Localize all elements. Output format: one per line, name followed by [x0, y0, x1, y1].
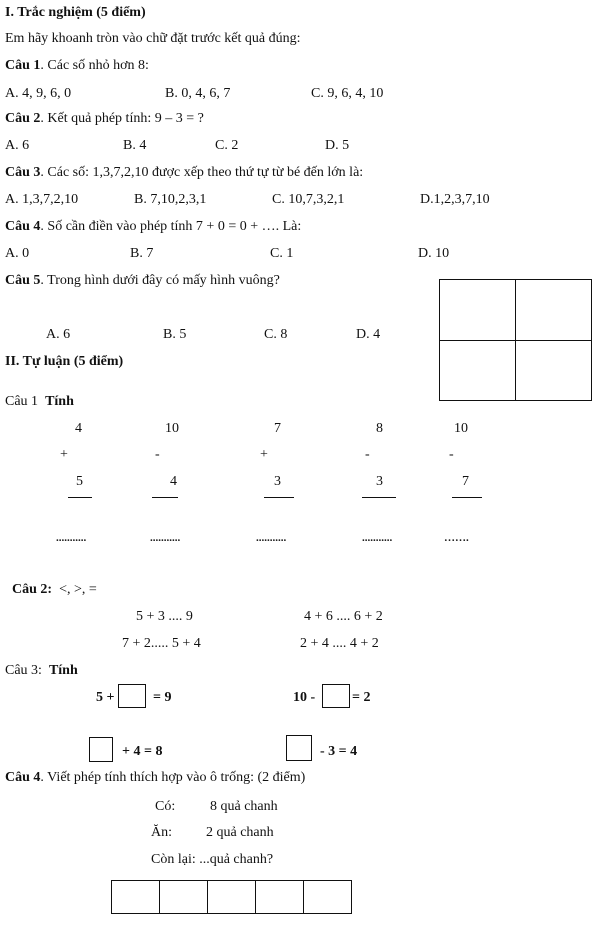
q5-option-b: B. 5: [163, 327, 187, 342]
q4-option-a: A. 0: [5, 246, 30, 261]
q5-option-a: A. 6: [46, 327, 71, 342]
calc-2-bottom: 4: [170, 474, 177, 489]
calc-1-operator: +: [60, 447, 68, 462]
answer-box[interactable]: [303, 880, 352, 914]
q2-option-d: D. 5: [325, 138, 350, 153]
question-text: . Viết phép tính thích hợp vào ô trống: (2 điểm): [40, 770, 306, 785]
q4-option-d: D. 10: [418, 246, 450, 261]
q1-option-b: B. 0, 4, 6, 7: [165, 86, 231, 101]
squares-figure: [439, 279, 592, 401]
q3-option-b: B. 7,10,2,3,1: [134, 192, 207, 207]
question-label: Câu 5: [5, 273, 41, 288]
essay-question-1: [5, 394, 74, 410]
problem-remaining: Còn lại: ...quả chanh?: [151, 852, 274, 867]
q1-option-a: A. 4, 9, 6, 0: [5, 86, 72, 101]
question-label: Câu 2:: [12, 582, 53, 597]
calc-1-top: 4: [75, 421, 82, 436]
question-label: Câu 1: [5, 394, 39, 409]
compare-expr-1[interactable]: 5 + 3 .... 9: [136, 609, 193, 624]
fill-box-1[interactable]: [118, 684, 146, 708]
calc-1-line: [68, 497, 92, 498]
q3-option-a: A. 1,3,7,2,10: [5, 192, 79, 207]
problem-have-label: Có:: [155, 799, 176, 814]
question-2: [5, 111, 204, 127]
q5-option-c: C. 8: [264, 327, 288, 342]
question-3: [5, 165, 363, 181]
answer-boxes-row: [112, 880, 352, 914]
fill-expr-2-right: = 2: [352, 690, 371, 705]
question-1: [5, 58, 149, 74]
compare-expr-4[interactable]: 2 + 4 .... 4 + 2: [300, 636, 379, 651]
calc-1-answer[interactable]: ...........: [56, 532, 87, 544]
answer-box[interactable]: [159, 880, 208, 914]
essay-question-3: [5, 663, 78, 679]
calc-4-line: [362, 497, 396, 498]
problem-have-value: 8 quả chanh: [210, 799, 278, 814]
question-text: . Trong hình dưới đây có mấy hình vuông?: [40, 273, 280, 288]
problem-eat-value: 2 quả chanh: [206, 825, 274, 840]
calc-2-top: 10: [165, 421, 179, 436]
calc-4-bottom: 3: [376, 474, 383, 489]
compare-expr-2[interactable]: 4 + 6 .... 6 + 2: [304, 609, 383, 624]
part2-title: II. Tự luận (5 điểm): [5, 354, 124, 369]
calc-5-answer[interactable]: …….: [444, 532, 469, 544]
part1-title: I. Trắc nghiệm (5 điểm): [5, 5, 146, 20]
fill-expr-4-right: - 3 = 4: [320, 744, 358, 759]
problem-eat-label: Ăn:: [151, 825, 172, 840]
question-label: Câu 3: [5, 165, 41, 180]
fill-expr-2-left: 10 -: [293, 690, 316, 705]
calc-3-answer[interactable]: ...........: [256, 532, 287, 544]
q4-option-c: C. 1: [270, 246, 294, 261]
question-text: . Kết quả phép tính: 9 – 3 = ?: [40, 111, 204, 126]
calc-3-top: 7: [274, 421, 281, 436]
q2-option-a: A. 6: [5, 138, 30, 153]
answer-box[interactable]: [207, 880, 256, 914]
essay-question-4: [5, 770, 305, 786]
fill-expr-3-right: + 4 = 8: [122, 744, 163, 759]
calc-2-answer[interactable]: ...........: [150, 532, 181, 544]
q4-option-b: B. 7: [130, 246, 154, 261]
part1-instruction: Em hãy khoanh tròn vào chữ đặt trước kết quả đúng:: [5, 31, 301, 46]
question-text: . Các số nhỏ hơn 8:: [40, 58, 149, 73]
q2-option-b: B. 4: [123, 138, 147, 153]
fill-box-4[interactable]: [286, 735, 312, 761]
comparison-symbols: <, >, =: [59, 582, 97, 597]
question-label: Câu 4: [5, 219, 41, 234]
calc-2-line: [152, 497, 178, 498]
question-text: . Số cần điền vào phép tính 7 + 0 = 0 + …. Là:: [40, 219, 302, 234]
q3-option-c: C. 10,7,3,2,1: [272, 192, 345, 207]
fill-box-2[interactable]: [322, 684, 350, 708]
calc-1-bottom: 5: [76, 474, 83, 489]
question-text: . Các số: 1,3,7,2,10 được xếp theo thứ tự từ bé đến lớn là:: [40, 165, 364, 180]
fill-expr-1-right: = 9: [153, 690, 172, 705]
answer-box[interactable]: [111, 880, 160, 914]
calc-3-line: [264, 497, 294, 498]
question-instruction: Tính: [48, 663, 78, 678]
figure-horizontal-line: [440, 340, 591, 341]
question-label: Câu 3:: [5, 663, 42, 678]
fill-box-3[interactable]: [89, 737, 113, 762]
q3-option-d: D.1,2,3,7,10: [420, 192, 490, 207]
question-5: [5, 273, 280, 289]
fill-expr-1-left: 5 +: [96, 690, 115, 705]
calc-4-operator: -: [365, 447, 370, 462]
question-label: Câu 2: [5, 111, 41, 126]
essay-question-2: [12, 582, 97, 598]
question-label: Câu 1: [5, 58, 41, 73]
calc-2-operator: -: [155, 447, 160, 462]
calc-4-answer[interactable]: ...........: [362, 532, 393, 544]
q2-option-c: C. 2: [215, 138, 239, 153]
question-instruction: Tính: [45, 394, 74, 409]
q1-option-c: C. 9, 6, 4, 10: [311, 86, 384, 101]
calc-5-top: 10: [454, 421, 468, 436]
calc-5-line: [452, 497, 482, 498]
calc-3-operator: +: [260, 447, 268, 462]
compare-expr-3[interactable]: 7 + 2..... 5 + 4: [122, 636, 201, 651]
question-label: Câu 4: [5, 770, 41, 785]
q5-option-d: D. 4: [356, 327, 381, 342]
calc-5-bottom: 7: [462, 474, 469, 489]
answer-box[interactable]: [255, 880, 304, 914]
calc-5-operator: -: [449, 447, 454, 462]
question-4: [5, 219, 301, 235]
calc-3-bottom: 3: [274, 474, 281, 489]
calc-4-top: 8: [376, 421, 383, 436]
